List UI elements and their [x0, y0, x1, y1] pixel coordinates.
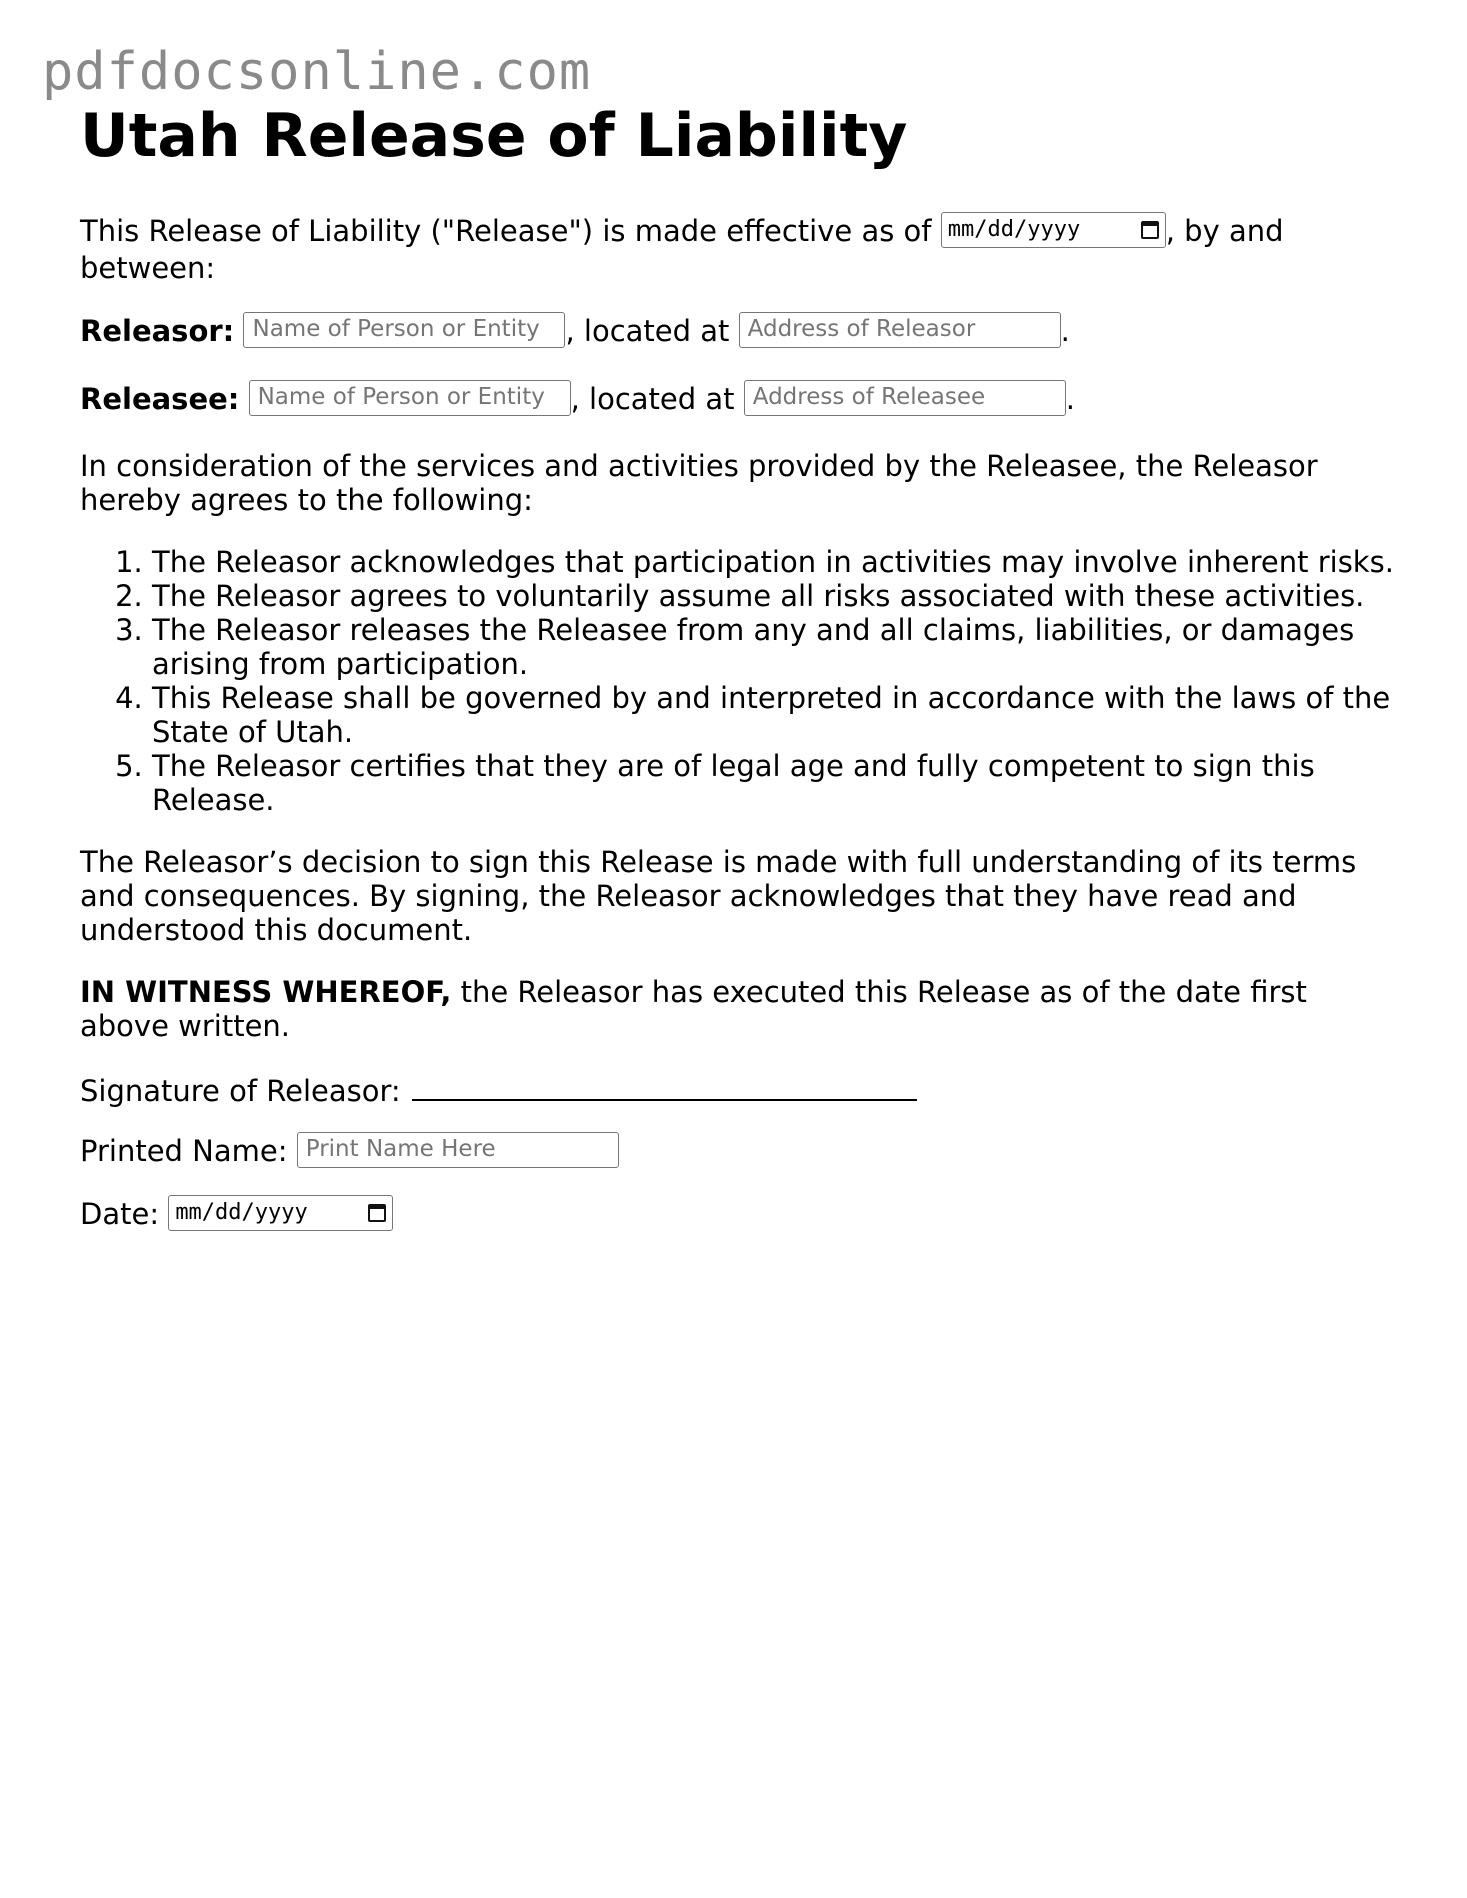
term-item: 5. The Releasor certifies that they are of legal age and fully competent to sign this Release. — [152, 749, 1400, 817]
intro-paragraph — [80, 214, 1400, 285]
calendar-icon[interactable] — [1141, 221, 1159, 239]
releasor-address-input[interactable]: Address of Releasor — [739, 312, 1061, 348]
document — [80, 100, 1400, 1260]
printed-name-input[interactable]: Print Name Here — [297, 1132, 619, 1168]
watermark: pdfdocsonline.com — [42, 42, 592, 102]
releasor-line — [80, 313, 1400, 351]
intro-text-after: , by and between: — [80, 214, 1284, 285]
calendar-icon[interactable] — [368, 1204, 386, 1222]
effective-date-input[interactable] — [941, 212, 1166, 248]
releasee-located-at: , located at — [570, 382, 735, 416]
understanding-paragraph: The Releasor’s decision to sign this Release is made with full understanding of its terms and consequences. By signing, the Releasor acknowledges that they have read and understood this document. — [80, 845, 1357, 947]
witness-heading: IN WITNESS WHEREOF, — [80, 975, 452, 1009]
printed-name-row — [80, 1134, 1400, 1171]
releasee-name-input[interactable]: Name of Person or Entity — [249, 380, 571, 416]
witness-paragraph — [80, 975, 1400, 1043]
date-row — [80, 1197, 1400, 1234]
witness-text: the Releasor has executed this Release as of the date first above written. — [80, 975, 1307, 1043]
releasor-period: . — [1060, 314, 1070, 348]
consideration-paragraph: In consideration of the services and activities provided by the Releasee, the Releasor hereby agrees to the following: — [80, 449, 1318, 517]
intro-text: This Release of Liability ("Release") is made effective as of — [80, 214, 932, 248]
date-label: Date: — [80, 1197, 160, 1231]
releasee-period: . — [1065, 382, 1075, 416]
releasor-name-input[interactable]: Name of Person or Entity — [243, 312, 565, 348]
releasee-label: Releasee: — [80, 382, 240, 416]
releasee-line — [80, 381, 1400, 419]
printed-name-label: Printed Name: — [80, 1134, 288, 1168]
term-item: 4. This Release shall be governed by and interpreted in accordance with the laws of the State of Utah. — [152, 681, 1400, 749]
page-title: Utah Release of Liability — [80, 101, 908, 171]
releasor-located-at: , located at — [565, 314, 730, 348]
terms-list — [80, 545, 1400, 817]
signature-label: Signature of Releasor: — [80, 1074, 401, 1108]
releasor-label: Releasor: — [80, 314, 235, 348]
term-item: 3. The Releasor releases the Releasee from any and all claims, liabilities, or damages arising from participation. — [152, 613, 1400, 681]
term-item: 2. The Releasor agrees to voluntarily assume all risks associated with these activities. — [152, 579, 1400, 613]
signature-date-input[interactable] — [168, 1195, 393, 1231]
effective-date-placeholder: mm/dd/yyyy — [947, 217, 1081, 242]
signature-date-placeholder: mm/dd/yyyy — [175, 1200, 308, 1225]
releasee-address-input[interactable]: Address of Releasee — [744, 380, 1066, 416]
signature-row — [80, 1071, 1400, 1108]
signature-line[interactable] — [412, 1071, 917, 1101]
term-item: 1. The Releasor acknowledges that participation in activities may involve inherent risks. — [152, 545, 1400, 579]
